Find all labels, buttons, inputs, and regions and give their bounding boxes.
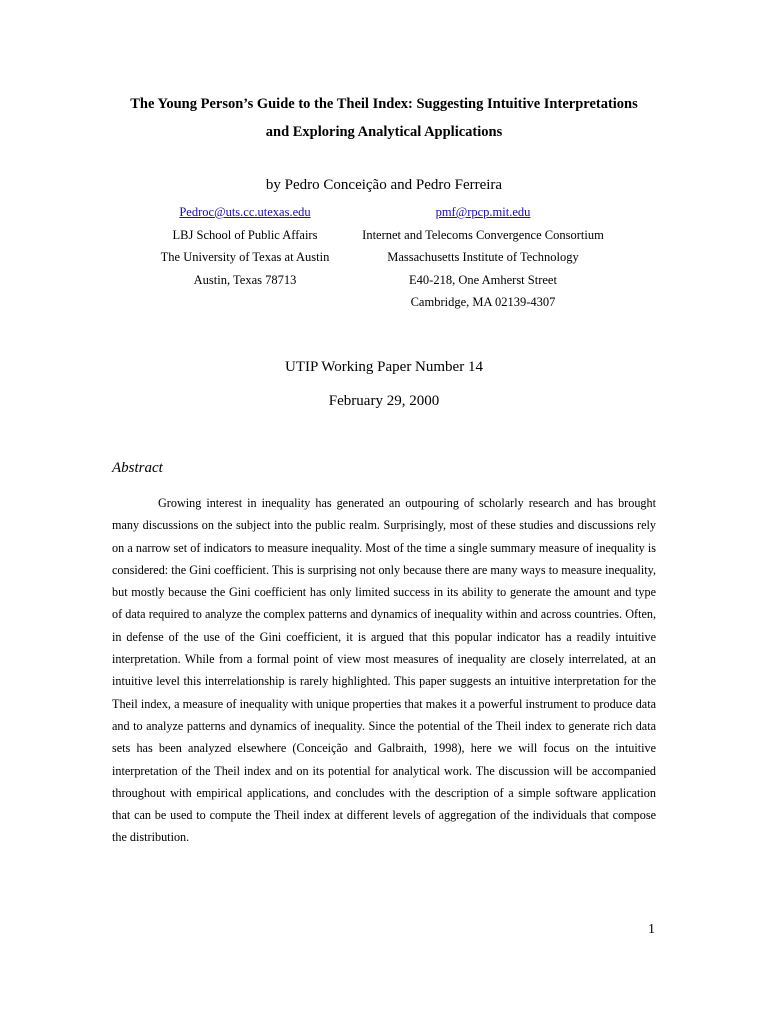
abstract-heading: Abstract [112,460,163,476]
page-number: 1 [648,922,655,937]
author-2-affiliation-line: Massachusetts Institute of Technology [387,250,579,264]
author-2-affiliation-line: E40-218, One Amherst Street [409,272,557,287]
working-paper-number: UTIP Working Paper Number 14 [285,359,483,375]
paper-title-line-1: The Young Person’s Guide to the Theil Index: Suggesting Intuitive Interpretations [130,96,638,112]
author-1-affiliation-line: LBJ School of Public Affairs [172,227,318,242]
abstract-body: Growing interest in inequality has generated an outpouring of scholarly research and has brought many discussions on the subject into the public realm. Surprisingly, most of these studies and discussions rely on a narrow set of indicators to measure inequality. Most of the time a single summary measure of inequality is considered: the Gini coefficient. This is surprising not only because there are many ways to measure inequality, but mostly because the Gini coefficient has only limited success in its ability to generate the amount and type of data required to analyze the complex patterns and dynamics of inequality within and across countries. Often, in defense of the use of the Gini coefficient, it is argued that this popular indicator has a readily intuitive interpretation. While from a formal point of view most measures of inequality are closely interrelated, at an intuitive level this interrelationship is rarely highlighted. This paper suggests an intuitive interpretation for the Theil index, a measure of inequality with unique properties that makes it a powerful instrument to produce data and to analyze patterns and dynamics of inequality. Since the potential of the Theil index to generate rich data sets has been analyzed elsewhere (Conceição and Galbraith, 1998), here we will focus on the intuitive interpretation of the Theil index and on its potential for analytical work. The discussion will be accompanied throughout with empirical applications, and concludes with the description of a simple software application that can be used to compute the Theil index at different levels of aggregation of the individuals that compose the distribution. [112,496,656,845]
author-2-affiliation-line: Cambridge, MA 02139-4307 [410,295,556,309]
author-1-email-link[interactable]: Pedroc@uts.cc.utexas.edu [179,205,311,219]
author-2-affiliation-line: Internet and Telecoms Convergence Consortium [362,227,604,242]
author-2-block [333,202,633,315]
paper-date: February 29, 2000 [328,393,440,409]
author-byline: by Pedro Conceição and Pedro Ferreira [265,177,503,193]
author-1-affiliation-line: The University of Texas at Austin [160,250,330,264]
paper-title-line-2: and Exploring Analytical Applications [265,124,503,140]
author-2-email-link[interactable]: pmf@rpcp.mit.edu [435,205,531,219]
author-1-affiliation-line: Austin, Texas 78713 [193,272,297,287]
